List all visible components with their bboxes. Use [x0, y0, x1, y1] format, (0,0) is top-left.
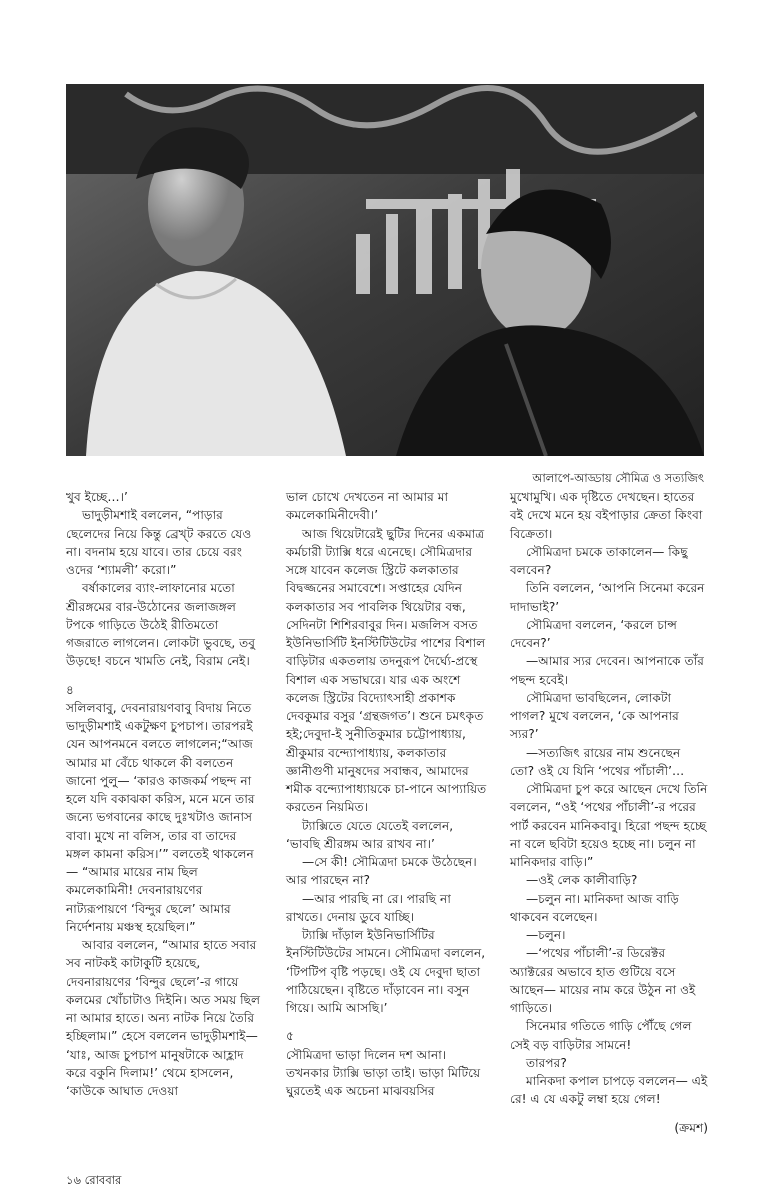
text-column-1	[66, 488, 264, 1100]
photo-image	[66, 84, 704, 456]
paragraph: সৌমিত্রদা ভাড়া দিলেন দশ আনা। তখনকার ট্যাক্সি ভাড়া তাই। ভাড়া মিটিয়ে ঘুরতেই এক অচেনা মাঝবয়সির	[286, 1047, 481, 1098]
paragraph: ভাল চোখে দেখতেন না আমার মা কমলেকামিনীদেবী।’	[286, 490, 449, 523]
continued-mark: (ক্রমশ)	[674, 1120, 708, 1135]
paragraph: —‘পথের পাঁচালী’-র ডিরেক্টর অ্যাক্টরের অভাবে হাত গুটিয়ে বসে আছেন— মায়ের নাম করে উঠুন না ওই গাড়িতে।	[510, 946, 696, 1015]
paragraph: —ওই লেক কালীবাড়ি?	[526, 873, 638, 888]
paragraph: সিনেমার গতিতে গাড়ি পৌঁছে গেল সেই বড় বাড়িটার সামনে!	[510, 1019, 692, 1052]
photo	[66, 84, 704, 456]
paragraph: মুখোমুখি। এক দৃষ্টিতে দেখছেন। হাতের বই দেখে মনে হয় বইপাড়ার ক্রেতা কিংবা বিক্রেতা।	[510, 490, 703, 541]
photo-caption: আলাপে-আড্ডায় সৌমিত্র ও সত্যজিৎ	[532, 471, 704, 485]
paragraph: —আর পারছি না রে। পারছি না রাখতে। দেনায় ডুবে যাচ্ছি।	[286, 891, 451, 924]
paragraph: তিনি বললেন, ‘আপনি সিনেমা করেন দাদাভাই?’	[510, 581, 705, 614]
text-column-3	[510, 488, 708, 1137]
page-folio: ১৬ রোববার	[66, 1173, 122, 1187]
section-number: ৪	[66, 682, 74, 697]
paragraph: সৌমিত্রদা ভাবছিলেন, লোকটা পাগল? মুখে বললেন, ‘কে আপনার স্যর?’	[510, 690, 679, 742]
paragraph: মানিকদা কপাল চাপড়ে বললেন— এই রে! এ যে একটু লম্বা হয়ে গেল!	[510, 1074, 708, 1107]
paragraph: —সত্যজিৎ রায়ের নাম শুনেছেন তো? ওই যে যিনি ‘পথের পাঁচালী’…	[510, 745, 685, 778]
text-column-2	[286, 488, 490, 1100]
paragraph: ট্যাক্সি দাঁড়াল ইউনিভার্সিটির ইনস্টিটিউটের সামনে। সৌমিত্রদা বললেন, ‘টিপটিপ বৃষ্টি পড়ছে। ওই যে দেবুদা ছাতা পাঠিয়েছেন। বৃষ্টিতে দাঁড়াবেন না। বসুন গিয়ে। আমি আসছি।’	[286, 928, 486, 1015]
paragraph: খুব ইচ্ছে…।’	[66, 490, 128, 504]
paragraph: সৌমিত্রদা চমকে তাকালেন— কিছু বলবেন?	[510, 544, 688, 577]
paragraph: আবার বললেন, “আমার হাতে সবার সব নাটকই কাটাকুটি হয়েছে, দেবনারায়ণের ‘বিন্দুর ছেলে’-র গায়ে কলমের খোঁচাটাও দিইনি। অত সময় ছিল না আমার হাতে। অন্য নাটক নিয়ে তৈরি হচ্ছিলাম।” হেসে বললেন ভাদুড়ীমশাই— ‘যাঃ, আজ চুপচাপ মানুষটাকে আহ্লাদ করে বকুনি দিলাম!’ থেমে হাসলেন, ‘কাউকে আঘাত দেওয়া	[66, 938, 261, 1098]
paragraph: বর্ষাকালের ব্যাং-লাফানোর মতো শ্রীরঙ্গমের বার-উঠোনের জলাজঙ্গল টপকে গাড়িতে উঠেই রীতিমতো গজরাতে লাগলেন। লোকটা ভুবছে, তবু উড়ছে! বচনে খামতি নেই, বিরাম নেই।	[66, 581, 256, 669]
paragraph: —আমার স্যর দেবেন। আপনাকে তাঁর পছন্দ হবেই।	[510, 654, 704, 687]
paragraph: —চলুন না। মানিকদা আজ বাড়ি থাকবেন বলেছেন।	[510, 891, 679, 924]
paragraph: —সে কী! সৌমিত্রদা চমকে উঠেছেন। আর পারছেন না?	[286, 855, 477, 888]
paragraph: সলিলবাবু, দেবনারায়ণবাবু বিদায় নিতে ভাদুড়ীমশাই একটুক্ষণ চুপচাপ। তারপরই যেন আপনমনে বলতে লাগলেন;“আজ আমার মা বেঁচে থাকলে কী বলতেন জানো পুলু— ‘কারও কাজকর্ম পছন্দ না হলে যদি বকাঝকা করিস, মনে মনে তার জন্যে ভগবানের কাছে দুঃখটাও জানাস বাবা। মুখে না বলিস, তার বা তাদের মঙ্গল কামনা করিস।’” বলতেই থাকলেন— “আমার মায়ের নাম ছিল কমলেকামিনী! দেবনারায়ণের নাট্যরূপায়ণে ‘বিন্দুর ছেলে’ আমার নির্দেশনায় মঞ্চস্থ হয়েছিল।”	[66, 700, 255, 934]
paragraph: —চলুন।	[526, 928, 566, 942]
section-number: ৫	[286, 1029, 294, 1044]
paragraph: ভাদুড়ীমশাই বললেন, “পাড়ার ছেলেদের নিয়ে কিন্তু ব্রেখ্‌ট করতে যেও না। বদনাম হয়ে যাবে। তার চেয়ে বরং ওদের ‘শ্যামলী’ করো।”	[66, 508, 252, 577]
paragraph: সৌমিত্রদা চুপ করে আছেন দেখে তিনি বললেন, “ওই ‘পথের পাঁচালী’-র পরের পার্ট করবেন মানিকবাবু। হিরো পছন্দ হচ্ছে না বলে ছবিটা হয়েও হচ্ছে না। চলুন না মানিকদার বাড়ি।”	[510, 782, 708, 869]
paragraph: আজ থিয়েটারেই ছুটির দিনের একমাত্র কর্মচারী ট্যাক্সি ধরে এনেছে। সৌমিত্রদার সঙ্গে যাবেন কলেজ স্ট্রিটে কলকাতার বিদ্বজ্জনের সমাবেশে। সপ্তাহের যেদিন কলকাতার সব পাবলিক থিয়েটার বন্ধ, সেদিনটা শিশিরবাবুর দিন। মজলিস বসত ইউনিভার্সিটি ইনস্টিটিউটের পাশের বিশাল বাড়িটার একতলায় তদনুরূপ দৈর্ঘ্যে-প্রস্থে বিশাল এক সভাঘরে। যার এক অংশে কলেজ স্ট্রিটের বিদ্যোৎসাহী প্রকাশক দেবকুমার বসুর ‘গ্রন্থজগত’। শুনে চমৎকৃত হই;দেবুদা-ই সুনীতিকুমার চট্টোপাধ্যায়, শ্রীকুমার বন্দ্যোপাধ্যায়, কলকাতার জ্ঞানীগুণী মানুষদের সবান্ধব, আমাদের শমীক বন্দ্যোপাধ্যায়কে চা-পানে আপ্যায়িত করতেন নিয়মিত।	[286, 526, 487, 815]
paragraph: তারপর?	[526, 1055, 567, 1070]
paragraph: ট্যাক্সিতে যেতে যেতেই বললেন, ‘ভাবছি শ্রীরঙ্গম আর রাখব না।’	[286, 818, 454, 851]
paragraph: সৌমিত্রদা বললেন, ‘করলে চান্স দেবেন?’	[510, 617, 678, 650]
